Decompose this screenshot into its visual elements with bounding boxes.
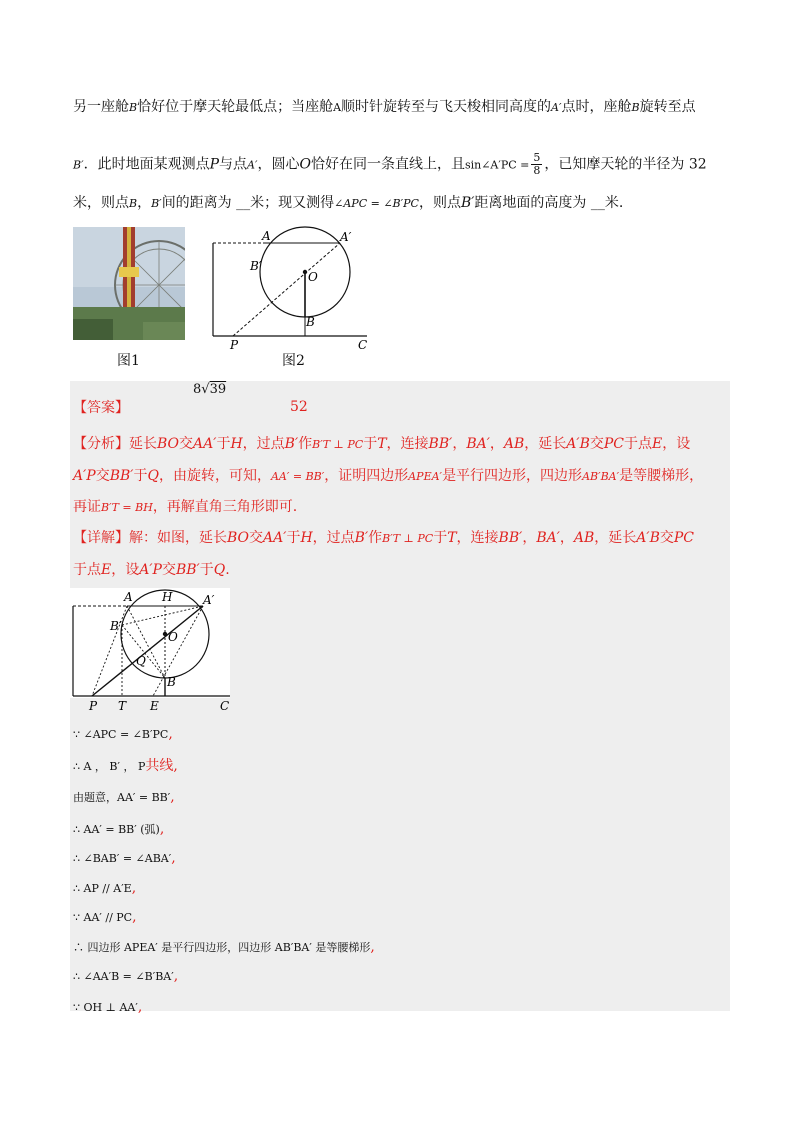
- math-var: H: [230, 436, 243, 452]
- math-var: B: [631, 101, 640, 114]
- text-segment: ，过点: [312, 530, 355, 546]
- math-var: B′: [151, 197, 162, 210]
- math-var: AB: [503, 436, 525, 452]
- math-var: AA′: [263, 530, 287, 546]
- text-segment: 恰好在同一条直线上，且: [310, 156, 465, 173]
- text-segment: ．此时地面某观测点: [83, 156, 210, 173]
- proof-step-expression: ∵ ∠APC = ∠B′PC: [73, 728, 169, 741]
- math-var: Q: [213, 562, 226, 578]
- label-E: E: [150, 699, 159, 713]
- math-expression: B′T = BH: [101, 501, 153, 514]
- math-var: A′: [551, 101, 562, 114]
- label-C: C: [220, 699, 230, 713]
- label-O: O: [168, 630, 178, 644]
- answer-2: 52: [290, 399, 308, 415]
- center-point: [163, 632, 167, 636]
- text-segment: ，连接: [456, 530, 499, 546]
- proof-step-expression: ∵ AA′ // PC: [73, 911, 133, 924]
- label-A: A: [262, 229, 271, 243]
- text-segment: 间的距离为 __米；现又测得: [161, 195, 335, 211]
- math-var: BB′: [109, 468, 134, 484]
- analysis-line-3: [73, 497, 297, 518]
- proof-step: [73, 966, 178, 987]
- math-expression: B′T ⊥ PC: [312, 438, 364, 451]
- label-P: P: [230, 338, 239, 350]
- math-var: PC: [673, 530, 695, 546]
- text-segment: 再证: [73, 499, 101, 515]
- label-A: A: [124, 590, 133, 604]
- detail-label: 【详解】: [73, 530, 129, 546]
- proof-step: [73, 937, 375, 958]
- math-var: AB: [573, 530, 595, 546]
- proof-step: [73, 878, 136, 899]
- text-segment: ，由旋转，可知，: [158, 468, 271, 484]
- text-segment: ，: [489, 436, 504, 452]
- text-segment: 交: [249, 530, 264, 546]
- fraction-numerator: 5: [533, 151, 541, 164]
- text-segment: 于: [433, 530, 448, 546]
- text-segment: ，: [137, 195, 152, 211]
- label-P: P: [89, 699, 98, 713]
- math-var: B′: [460, 195, 475, 211]
- text-segment: ，则点: [418, 195, 461, 211]
- math-var: H: [300, 530, 313, 546]
- figure3-diagram: [70, 588, 235, 713]
- text-segment: 交: [659, 530, 674, 546]
- math-var: BB′: [428, 436, 453, 452]
- math-var: A′B: [636, 530, 660, 546]
- proof-step-tail: ,: [171, 850, 176, 866]
- text-segment: ，: [452, 436, 467, 452]
- math-var: P: [209, 156, 220, 173]
- label-H: H: [162, 590, 173, 604]
- math-var: E: [652, 436, 663, 452]
- text-segment: ，圆心: [257, 156, 300, 173]
- text-segment: ，已知摩天轮的半径为 32: [544, 156, 707, 173]
- math-var: A: [333, 101, 342, 114]
- proof-step-tail: ,: [168, 726, 173, 742]
- ferris-wheel-photo: [73, 227, 185, 340]
- label-B-prime: B′: [250, 259, 262, 273]
- math-var: AA′: [193, 436, 217, 452]
- proof-step-tail: ,: [137, 999, 143, 1015]
- text-segment: 于: [199, 562, 214, 578]
- math-var: T: [377, 436, 387, 452]
- text-segment: ，过点: [242, 436, 285, 452]
- detail-line-1: [73, 528, 694, 549]
- label-Q: Q: [136, 654, 146, 668]
- math-var: PC: [603, 436, 625, 452]
- text-segment: 交: [179, 436, 194, 452]
- text-segment: 顺时针旋转至与飞天梭相同高度的: [341, 99, 552, 115]
- text-segment: 另一座舱: [73, 99, 129, 115]
- proof-step: [73, 907, 137, 928]
- answer1-radicand: 39: [209, 382, 227, 397]
- proof-step-expression: 由题意，AA′ = BB′: [73, 791, 171, 804]
- problem-line-2: [73, 152, 707, 177]
- analysis-line-1: [73, 434, 690, 455]
- proof-step-tail: ,: [132, 909, 137, 925]
- text-segment: 是平行四边形，四边形: [442, 468, 583, 484]
- math-expression: AA′ = BB′: [270, 470, 325, 483]
- proof-step: [73, 756, 178, 777]
- math-var: Q: [147, 468, 159, 484]
- text-segment: 交: [589, 436, 604, 452]
- math-var: BB′: [498, 530, 523, 546]
- proof-step-tail: ,: [159, 821, 165, 837]
- text-segment: ，: [522, 530, 537, 546]
- proof-step-expression: ∴ ∠BAB′ = ∠ABA′: [73, 852, 172, 865]
- proof-step-expression: ∴ ∠AA′B = ∠B′BA′: [73, 970, 174, 983]
- label-T: T: [118, 699, 127, 713]
- text-segment: 距离地面的高度为 __米.: [474, 195, 624, 211]
- problem-line-3: [73, 193, 623, 214]
- text-segment: 于: [216, 436, 231, 452]
- math-var: B′: [73, 158, 84, 172]
- label-B-prime: B′: [110, 619, 122, 633]
- math-var: BA′: [466, 436, 490, 452]
- math-var: BB′: [175, 562, 200, 578]
- text-segment: 旋转至点: [639, 99, 696, 115]
- math-var: BO: [227, 530, 250, 546]
- proof-step-tail: ,: [173, 968, 179, 984]
- text-segment: ，设: [111, 562, 140, 578]
- math-var: APEA′: [408, 470, 443, 483]
- detail-line-2: [73, 560, 230, 580]
- answer-line: [73, 398, 129, 418]
- math-var: B: [129, 197, 138, 210]
- text-segment: .: [225, 562, 230, 578]
- math-var: O: [299, 156, 311, 173]
- math-expression: ∠APC = ∠B′PC: [334, 197, 419, 210]
- text-segment: 交: [95, 468, 110, 484]
- figure1-caption: 图1: [117, 353, 140, 369]
- text-segment: 延长: [129, 436, 157, 452]
- proof-step-tail: ,: [170, 789, 175, 805]
- text-segment: ，再解直角三角形即可.: [152, 499, 298, 515]
- proof-step-tail: ,: [131, 880, 137, 896]
- problem-line-1: [73, 97, 696, 118]
- text-segment: 于: [286, 530, 301, 546]
- proof-step: [73, 819, 164, 840]
- photo-illustration: [73, 227, 185, 340]
- figure2-caption: 图2: [282, 353, 305, 369]
- text-segment: 米，则点: [73, 195, 129, 211]
- proof-step: [73, 848, 176, 869]
- proof-step: [73, 724, 173, 745]
- label-O: O: [308, 270, 318, 284]
- math-var: BO: [157, 436, 180, 452]
- math-var: BA′: [536, 530, 560, 546]
- text-segment: ，设: [662, 436, 691, 452]
- center-point: [303, 270, 307, 274]
- text-segment: 于点: [73, 562, 101, 578]
- label-B: B: [167, 675, 176, 689]
- line-PA: [233, 243, 340, 336]
- text-segment: ，延长: [594, 530, 637, 546]
- proof-step: [73, 997, 142, 1018]
- text-segment: 是等腰梯形，: [619, 468, 704, 484]
- answer-1: 8√39: [193, 382, 227, 397]
- analysis-label: 【分析】: [73, 436, 129, 452]
- math-var: A′B: [566, 436, 590, 452]
- math-var: B: [129, 101, 138, 114]
- label-B: B: [306, 315, 315, 329]
- text-segment: ，: [559, 530, 574, 546]
- text-segment: 于: [363, 436, 378, 452]
- proof-step-expression: ∴ AP // A′E: [73, 882, 132, 895]
- math-var: E: [101, 562, 112, 578]
- math-var: A′P: [73, 468, 96, 484]
- proof-step-tail: 共线,: [145, 758, 178, 774]
- analysis-line-2: [73, 466, 703, 487]
- proof-step-expression: ∵ OH ⊥ AA′: [73, 1001, 138, 1014]
- text-segment: 作: [368, 530, 383, 546]
- sin-expression: sin∠A′PC =: [464, 158, 530, 172]
- proof-step-expression: ∴ AA′ = BB′ (弧): [73, 823, 160, 836]
- text-segment: 交: [161, 562, 176, 578]
- fraction-denominator: 8: [533, 164, 541, 177]
- proof-step-expression: ∴ 四边形 APEA′ 是平行四边形，四边形 AB′BA′ 是等腰梯形: [73, 941, 371, 954]
- proof-step: [73, 787, 175, 808]
- answer1-coefficient: 8: [193, 382, 202, 397]
- text-segment: ，连接: [386, 436, 429, 452]
- math-var: B′: [354, 530, 369, 546]
- math-expression: B′T ⊥ PC: [382, 532, 434, 545]
- math-var: B′: [284, 436, 299, 452]
- text-segment: 于点: [624, 436, 653, 452]
- text-segment: 与点: [219, 156, 248, 173]
- math-var: A′P: [139, 562, 162, 578]
- answer-label: 【答案】: [73, 400, 129, 416]
- text-segment: 解：如图，延长: [129, 530, 227, 546]
- text-segment: 点时，座舱: [561, 99, 632, 115]
- math-var: AB′BA′: [582, 470, 620, 483]
- proof-step-expression: ∴ A ， B′ ， P: [73, 760, 146, 773]
- text-segment: 作: [298, 436, 313, 452]
- fraction: [531, 152, 542, 177]
- text-segment: ，证明四边形: [324, 468, 409, 484]
- figure2-diagram: [200, 225, 380, 350]
- proof-step-tail: ,: [370, 939, 375, 955]
- label-A-prime: A′: [340, 230, 352, 244]
- label-A-prime: A′: [203, 593, 215, 607]
- math-var: A′: [247, 158, 258, 172]
- label-C: C: [358, 338, 368, 350]
- text-segment: ，延长: [524, 436, 567, 452]
- text-segment: 于: [133, 468, 148, 484]
- math-var: T: [447, 530, 457, 546]
- text-segment: 恰好位于摩天轮最低点；当座舱: [137, 99, 334, 115]
